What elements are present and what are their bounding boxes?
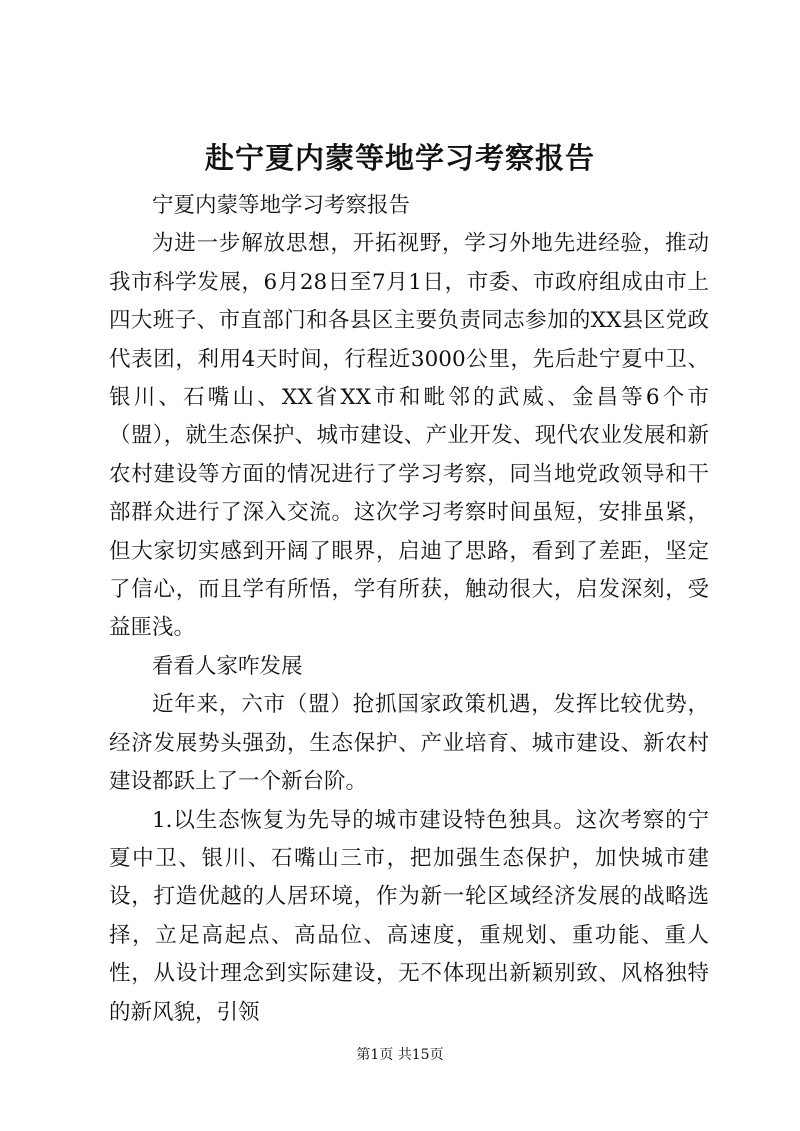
document-body: [109, 187, 709, 1032]
paragraph-section-heading: 看看人家咋发展: [152, 653, 303, 679]
page-footer: 第1页 共15页: [356, 1047, 444, 1063]
paragraph-subtitle: 宁夏内蒙等地学习考察报告: [152, 193, 411, 218]
paragraph-overview: 近年来，六市（盟）抢抓国家政策机遇，发挥比较优势，经济发展势头强劲，生态保护、产业培育、城市建设、新农村建设都跃上了一个新台阶。: [109, 692, 709, 795]
paragraph-point-1: 1.以生态恢复为先导的城市建设特色独具。这次考察的宁夏中卫、银川、石嘴山三市，把加强生态保护，加快城市建设，打造优越的人居环境，作为新一轮区域经济发展的战略选择，立足高起点、高品位、高速度，重规划、重功能、重人性，从设计理念到实际建设，无不体现出新颖别致、风格独特的新风貌，引领: [109, 807, 709, 1025]
document-title: 赴宁夏内蒙等地学习考察报告: [204, 141, 595, 175]
paragraph-intro: 为进一步解放思想，开拓视野，学习外地先进经验，推动我市科学发展，6月28日至7月1日，市委、市政府组成由市上四大班子、市直部门和各县区主要负责同志参加的XX县区党政代表团，利用4天时间，行程近3000公里，先后赴宁夏中卫、银川、石嘴山、XX省XX市和毗邻的武威、金昌等6个市（盟），就生态保护、城市建设、产业开发、现代农业发展和新农村建设等方面的情况进行了学习考察，同当地党政领导和干部群众进行了深入交流。这次学习考察时间虽短，安排虽紧，但大家切实感到开阔了眼界，启迪了思路，看到了差距，坚定了信心，而且学有所悟，学有所获，触动很大，启发深刻，受益匪浅。: [109, 231, 709, 641]
